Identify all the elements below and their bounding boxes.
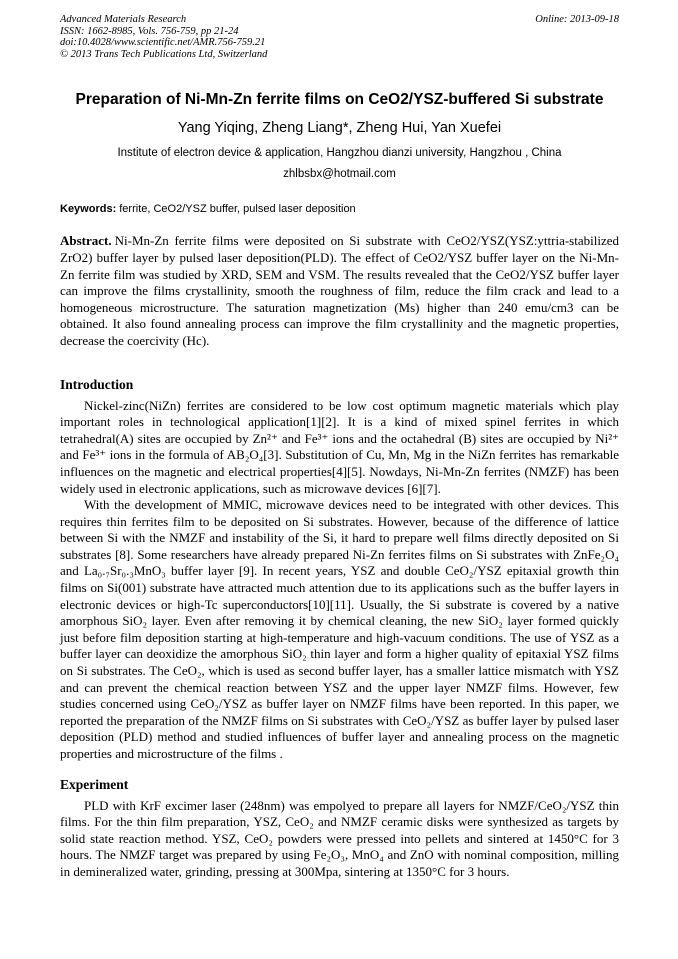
keywords-line	[60, 203, 619, 216]
online-date: Online: 2013-09-18	[535, 14, 619, 25]
authors-line: Yang Yiqing, Zheng Liang*, Zheng Hui, Yan Xuefei	[177, 120, 502, 137]
keywords-label: Keywords:	[60, 203, 117, 216]
journal-info	[60, 14, 267, 60]
abstract-label: Abstract.	[60, 233, 112, 249]
email-address: zhlbsbx@hotmail.com	[283, 168, 396, 181]
doi-line: doi:10.4028/www.scientific.net/AMR.756-759.21	[60, 37, 266, 49]
journal-header	[60, 14, 619, 60]
paper-title: Preparation of Ni-Mn-Zn ferrite films on CeO2/YSZ-buffered Si substrate	[75, 91, 604, 109]
abstract-text: Ni-Mn-Zn ferrite films were deposited on Si substrate with CeO2/YSZ(YSZ:yttria-stabilized ZrO2) buffer layer by pulsed laser deposition(PLD). The effect of CeO2/YSZ buffer layer on the Ni-Mn-Zn ferrite film was studied by XRD, SEM and VSM. The results revealed that the CeO2/YSZ buffer layer can improve the films crystallinity, smooth the roughness of film, reduce the film crack and lead to a homogeneous microstructure. The saturation magnetization (Ms) higher than 240 emu/cm3 can be obtained. It also found annealing process can improve the film crystallinity and the magnetic properties, decrease the coercivity (Hc).	[60, 233, 619, 348]
section-heading-experiment: Experiment	[60, 776, 129, 792]
introduction-paragraph-2: With the development of MMIC, microwave devices need to be integrated with other devices. This requires thin ferrites film to be deposited on Si substrates. However, because of the difference of lattice between Si with the NMZF and instability of the Si, it hard to prepare well films directly deposited on Si substrates [8]. Some researchers have already prepared Ni-Zn ferrites films on Si substrates with ZnFe₂O₄ and La₀.₇Sr₀.₃MnO₃ buffer layer [9]. In recent years, YSZ and double CeO₂/YSZ epitaxial growth thin films on Si(001) substrate have attracted much attention due to its applications such as the buffer layers in electronic devices or high-Tc superconductors[10][11]. Usually, the Si substrate is covered by a native amorphous SiO₂ layer. Even after removing it by chemical cleaning, the new SiO₂ layer formed quickly just before film deposition starting at high-temperature and high-vacuum conditions. The use of YSZ as a buffer layer can deoxidize the amorphous SiO₂ thin layer and form a higher quality of epitaxial YSZ films on Si substrates. The CeO₂, which is used as second buffer layer, has a smaller lattice mismatch with YSZ and can prevent the chemical reaction between YSZ and the upper layer NMZF films. However, few studies concerned using CeO₂/YSZ as buffer layer on NMZF films have been reported. In this paper, we reported the preparation of the NMZF films on Si substrates with CeO₂/YSZ as buffer layer by pulsed laser deposition (PLD) method and studied influences of buffer layer and annealing process on the magnetic properties and microstructure of the films .	[60, 497, 619, 761]
section-heading-introduction: Introduction	[60, 376, 134, 392]
keywords-text: ferrite, CeO2/YSZ buffer, pulsed laser deposition	[119, 203, 356, 216]
journal-name: Advanced Materials Research	[60, 14, 187, 25]
affiliation-line: Institute of electron device & application, Hangzhou dianzi university, Hangzhou , China	[117, 147, 562, 160]
issn-line: ISSN: 1662-8985, Vols. 756-759, pp 21-24	[60, 25, 239, 37]
introduction-paragraph-1: Nickel-zinc(NiZn) ferrites are considered to be low cost optimum magnetic materials which play important roles in technological application[1][2]. It is a kind of mixed spinel ferrites in which tetrahedral(A) sites are occupied by Zn²⁺ and Fe³⁺ ions and the octahedral (B) sites are occupied by Ni²⁺ and Fe³⁺ ions in the formula of AB₂O₄[3]. Substitution of Cu, Mn, Mg in the NiZn ferrites has remarkable influences on the magnetic and electrical properties[4][5]. Nowdays, Ni-Mn-Zn ferrites (NMZF) has been widely used in electronic applications, such as microwave devices [6][7].	[60, 397, 619, 496]
abstract-paragraph	[60, 233, 619, 349]
copyright-line: © 2013 Trans Tech Publications Ltd, Switzerland	[60, 48, 268, 60]
experiment-paragraph-1: PLD with KrF excimer laser (248nm) was empolyed to prepare all layers for NMZF/CeO₂/YSZ thin films. For the thin film preparation, YSZ, CeO₂ and NMZF ceramic disks were synthesized as targets by solid state reaction method. YSZ, CeO₂ powders were pressed into pellets and sintered at 1450°C for 3 hours. The NMZF target was prepared by using Fe₂O₃, MnO₄ and ZnO with nominal composition, milling in demineralized water, grinding, pressing at 300Mpa, sintering at 1350°C for 3 hours.	[60, 797, 619, 879]
